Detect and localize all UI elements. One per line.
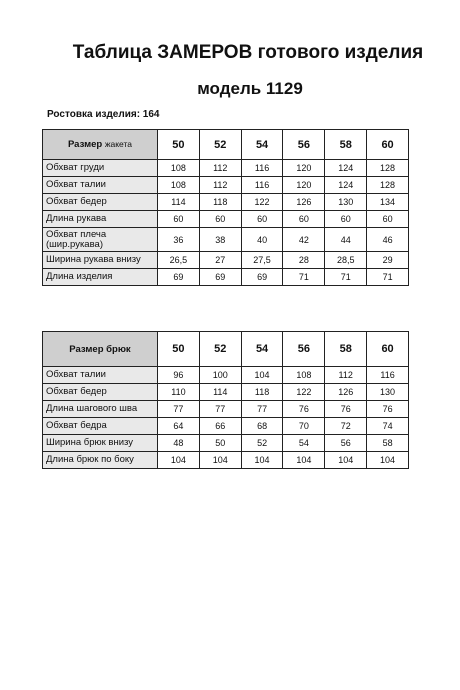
pants-row — [43, 452, 409, 469]
measurement-value: 122 — [241, 194, 283, 211]
measurement-value: 76 — [283, 401, 325, 418]
measurement-value: 60 — [283, 211, 325, 228]
measurement-value: 116 — [367, 367, 409, 384]
measurement-value: 96 — [158, 367, 200, 384]
measurement-label: Обхват груди — [43, 160, 158, 177]
jacket-row — [43, 269, 409, 286]
jacket-row — [43, 160, 409, 177]
measurement-value: 128 — [367, 160, 409, 177]
size-header: 54 — [241, 130, 283, 160]
jacket-header-bold: Размер — [67, 139, 103, 150]
measurement-value: 108 — [158, 177, 200, 194]
measurement-value: 60 — [158, 211, 200, 228]
jacket-row — [43, 177, 409, 194]
measurement-value: 120 — [283, 160, 325, 177]
jacket-header-row — [43, 130, 409, 160]
measurement-value: 56 — [325, 435, 367, 452]
jacket-size-table — [42, 129, 409, 286]
measurement-value: 26,5 — [158, 252, 200, 269]
measurement-label: Обхват талии — [43, 177, 158, 194]
measurement-value: 29 — [367, 252, 409, 269]
measurement-value: 126 — [325, 384, 367, 401]
measurement-value: 54 — [283, 435, 325, 452]
measurement-value: 124 — [325, 160, 367, 177]
measurement-value: 134 — [367, 194, 409, 211]
measurement-value: 118 — [199, 194, 241, 211]
measurement-value: 69 — [158, 269, 200, 286]
measurement-value: 69 — [241, 269, 283, 286]
page-title: Таблица ЗАМЕРОВ готового изделия — [72, 42, 424, 63]
measurement-value: 60 — [241, 211, 283, 228]
jacket-header-small: жакета — [104, 139, 133, 149]
measurement-value: 126 — [283, 194, 325, 211]
measurement-value: 60 — [325, 211, 367, 228]
size-header: 58 — [325, 332, 367, 367]
measurement-value: 116 — [241, 177, 283, 194]
size-header: 54 — [241, 332, 283, 367]
pants-row — [43, 367, 409, 384]
measurement-label: Обхват талии — [43, 367, 158, 384]
measurement-value: 114 — [158, 194, 200, 211]
pants-size-header: Размер брюк — [43, 332, 158, 367]
measurement-value: 130 — [325, 194, 367, 211]
measurement-value: 77 — [241, 401, 283, 418]
size-header: 60 — [367, 332, 409, 367]
measurement-value: 124 — [325, 177, 367, 194]
jacket-row — [43, 211, 409, 228]
measurement-value: 114 — [199, 384, 241, 401]
measurement-value: 128 — [367, 177, 409, 194]
size-header: 60 — [367, 130, 409, 160]
measurement-label: Длина рукава — [43, 211, 158, 228]
measurement-value: 76 — [325, 401, 367, 418]
size-header: 50 — [158, 332, 200, 367]
measurement-value: 104 — [241, 367, 283, 384]
measurement-value: 46 — [367, 228, 409, 252]
measurement-label: Длина изделия — [43, 269, 158, 286]
measurement-value: 118 — [241, 384, 283, 401]
measurement-value: 50 — [199, 435, 241, 452]
measurement-value: 60 — [367, 211, 409, 228]
pants-row — [43, 401, 409, 418]
measurement-value: 71 — [325, 269, 367, 286]
pants-size-table — [42, 331, 409, 469]
measurement-label: Обхват бедер — [43, 194, 158, 211]
size-header: 52 — [199, 130, 241, 160]
measurement-label: Длина брюк по боку — [43, 452, 158, 469]
model-subtitle: модель 1129 — [197, 79, 303, 98]
jacket-row — [43, 194, 409, 211]
measurement-value: 44 — [325, 228, 367, 252]
measurement-value: 110 — [158, 384, 200, 401]
measurement-value: 104 — [283, 452, 325, 469]
measurement-value: 28 — [283, 252, 325, 269]
measurement-value: 36 — [158, 228, 200, 252]
measurement-value: 74 — [367, 418, 409, 435]
measurement-value: 70 — [283, 418, 325, 435]
measurement-value: 104 — [199, 452, 241, 469]
measurement-value: 112 — [325, 367, 367, 384]
size-header: 52 — [199, 332, 241, 367]
height-note: Ростовка изделия: 164 — [47, 109, 160, 120]
measurement-value: 69 — [199, 269, 241, 286]
size-header: 58 — [325, 130, 367, 160]
measurement-value: 52 — [241, 435, 283, 452]
measurement-value: 66 — [199, 418, 241, 435]
measurement-value: 38 — [199, 228, 241, 252]
measurement-label: Обхват бедра — [43, 418, 158, 435]
measurement-value: 68 — [241, 418, 283, 435]
measurement-value: 48 — [158, 435, 200, 452]
measurement-value: 72 — [325, 418, 367, 435]
measurement-label: Ширина рукава внизу — [43, 252, 158, 269]
measurement-value: 77 — [199, 401, 241, 418]
measurement-value: 104 — [158, 452, 200, 469]
measurement-label: Обхват плеча (шир.рукава) — [43, 228, 158, 252]
jacket-row — [43, 252, 409, 269]
measurement-value: 64 — [158, 418, 200, 435]
pants-header-row — [43, 332, 409, 367]
jacket-size-header — [43, 130, 158, 160]
measurement-value: 104 — [241, 452, 283, 469]
pants-row — [43, 435, 409, 452]
measurement-value: 120 — [283, 177, 325, 194]
size-header: 56 — [283, 130, 325, 160]
size-header: 56 — [283, 332, 325, 367]
measurement-value: 60 — [199, 211, 241, 228]
measurement-value: 76 — [367, 401, 409, 418]
measurement-value: 108 — [158, 160, 200, 177]
measurement-value: 104 — [325, 452, 367, 469]
measurement-value: 116 — [241, 160, 283, 177]
measurement-value: 112 — [199, 160, 241, 177]
measurement-label: Длина шагового шва — [43, 401, 158, 418]
measurement-value: 104 — [367, 452, 409, 469]
measurement-value: 71 — [367, 269, 409, 286]
measurement-value: 58 — [367, 435, 409, 452]
measurement-value: 27 — [199, 252, 241, 269]
measurement-value: 71 — [283, 269, 325, 286]
measurement-value: 112 — [199, 177, 241, 194]
pants-row — [43, 384, 409, 401]
measurement-value: 40 — [241, 228, 283, 252]
measurement-value: 130 — [367, 384, 409, 401]
measurement-label: Обхват бедер — [43, 384, 158, 401]
size-header: 50 — [158, 130, 200, 160]
pants-row — [43, 418, 409, 435]
measurement-value: 100 — [199, 367, 241, 384]
measurement-value: 122 — [283, 384, 325, 401]
measurement-value: 28,5 — [325, 252, 367, 269]
measurement-value: 27,5 — [241, 252, 283, 269]
jacket-row — [43, 228, 409, 252]
measurement-value: 108 — [283, 367, 325, 384]
measurement-value: 77 — [158, 401, 200, 418]
measurement-label: Ширина брюк внизу — [43, 435, 158, 452]
measurement-value: 42 — [283, 228, 325, 252]
